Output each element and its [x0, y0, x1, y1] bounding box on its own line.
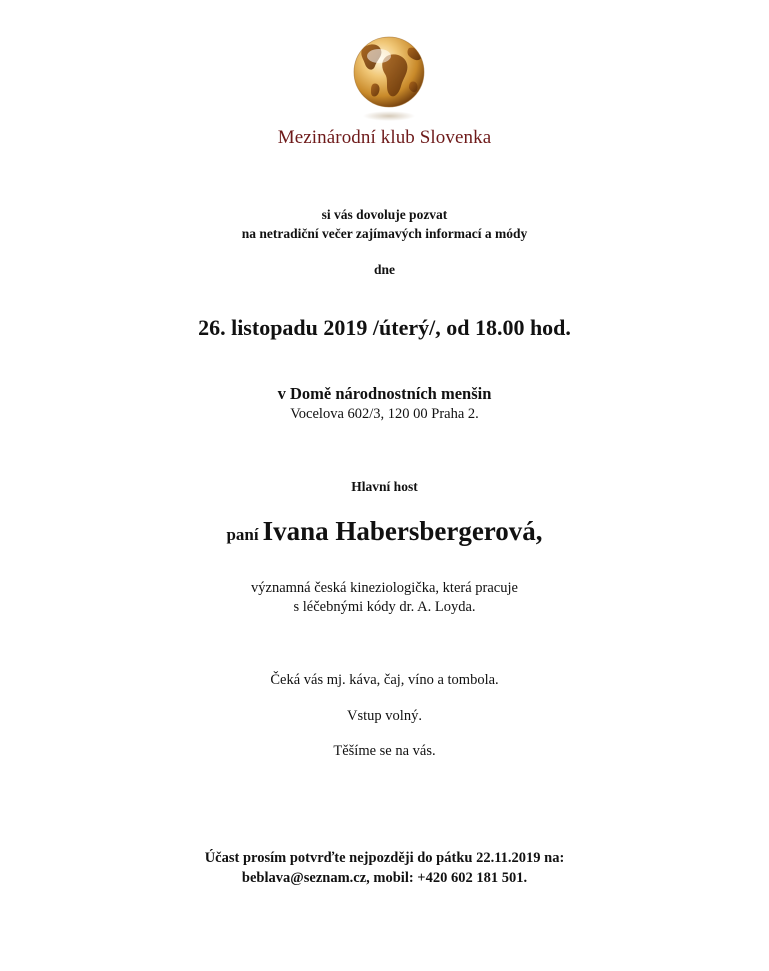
guest-prefix: paní — [226, 525, 259, 544]
rsvp-line-1: Účast prosím potvrďte nejpozději do pátku 22.11.2019 na: — [204, 850, 565, 866]
event-address: Vocelova 602/3, 120 00 Praha 2. — [290, 406, 479, 422]
event-date: 26. listopadu 2019 /úterý/, od 18.00 hod. — [198, 315, 571, 340]
note-refreshments: Čeká vás mj. káva, čaj, víno a tombola. — [270, 672, 499, 688]
event-venue: v Domě národnostních menšin — [277, 384, 492, 403]
intro-dne: dne — [373, 262, 395, 277]
globe-icon — [349, 34, 429, 122]
guest-label: Hlavní host — [351, 479, 418, 494]
guest-desc-line-1: významná česká kineziologička, která pracuje — [251, 580, 518, 596]
rsvp-line-2: beblava@seznam.cz, mobil: +420 602 181 501. — [241, 870, 528, 886]
club-name: Mezinárodní klub Slovenka — [277, 127, 492, 148]
note-closing: Těšíme se na vás. — [333, 743, 436, 759]
guest-desc-line-2: s léčebnými kódy dr. A. Loyda. — [293, 599, 476, 615]
note-entry: Vstup volný. — [347, 708, 422, 724]
intro-line-2: na netradiční večer zajímavých informací a módy — [241, 226, 528, 241]
guest-name: Ivana Habersbergerová, — [262, 516, 543, 546]
intro-line-1: si vás dovoluje pozvat — [321, 207, 448, 222]
guest-heading — [0, 516, 769, 547]
